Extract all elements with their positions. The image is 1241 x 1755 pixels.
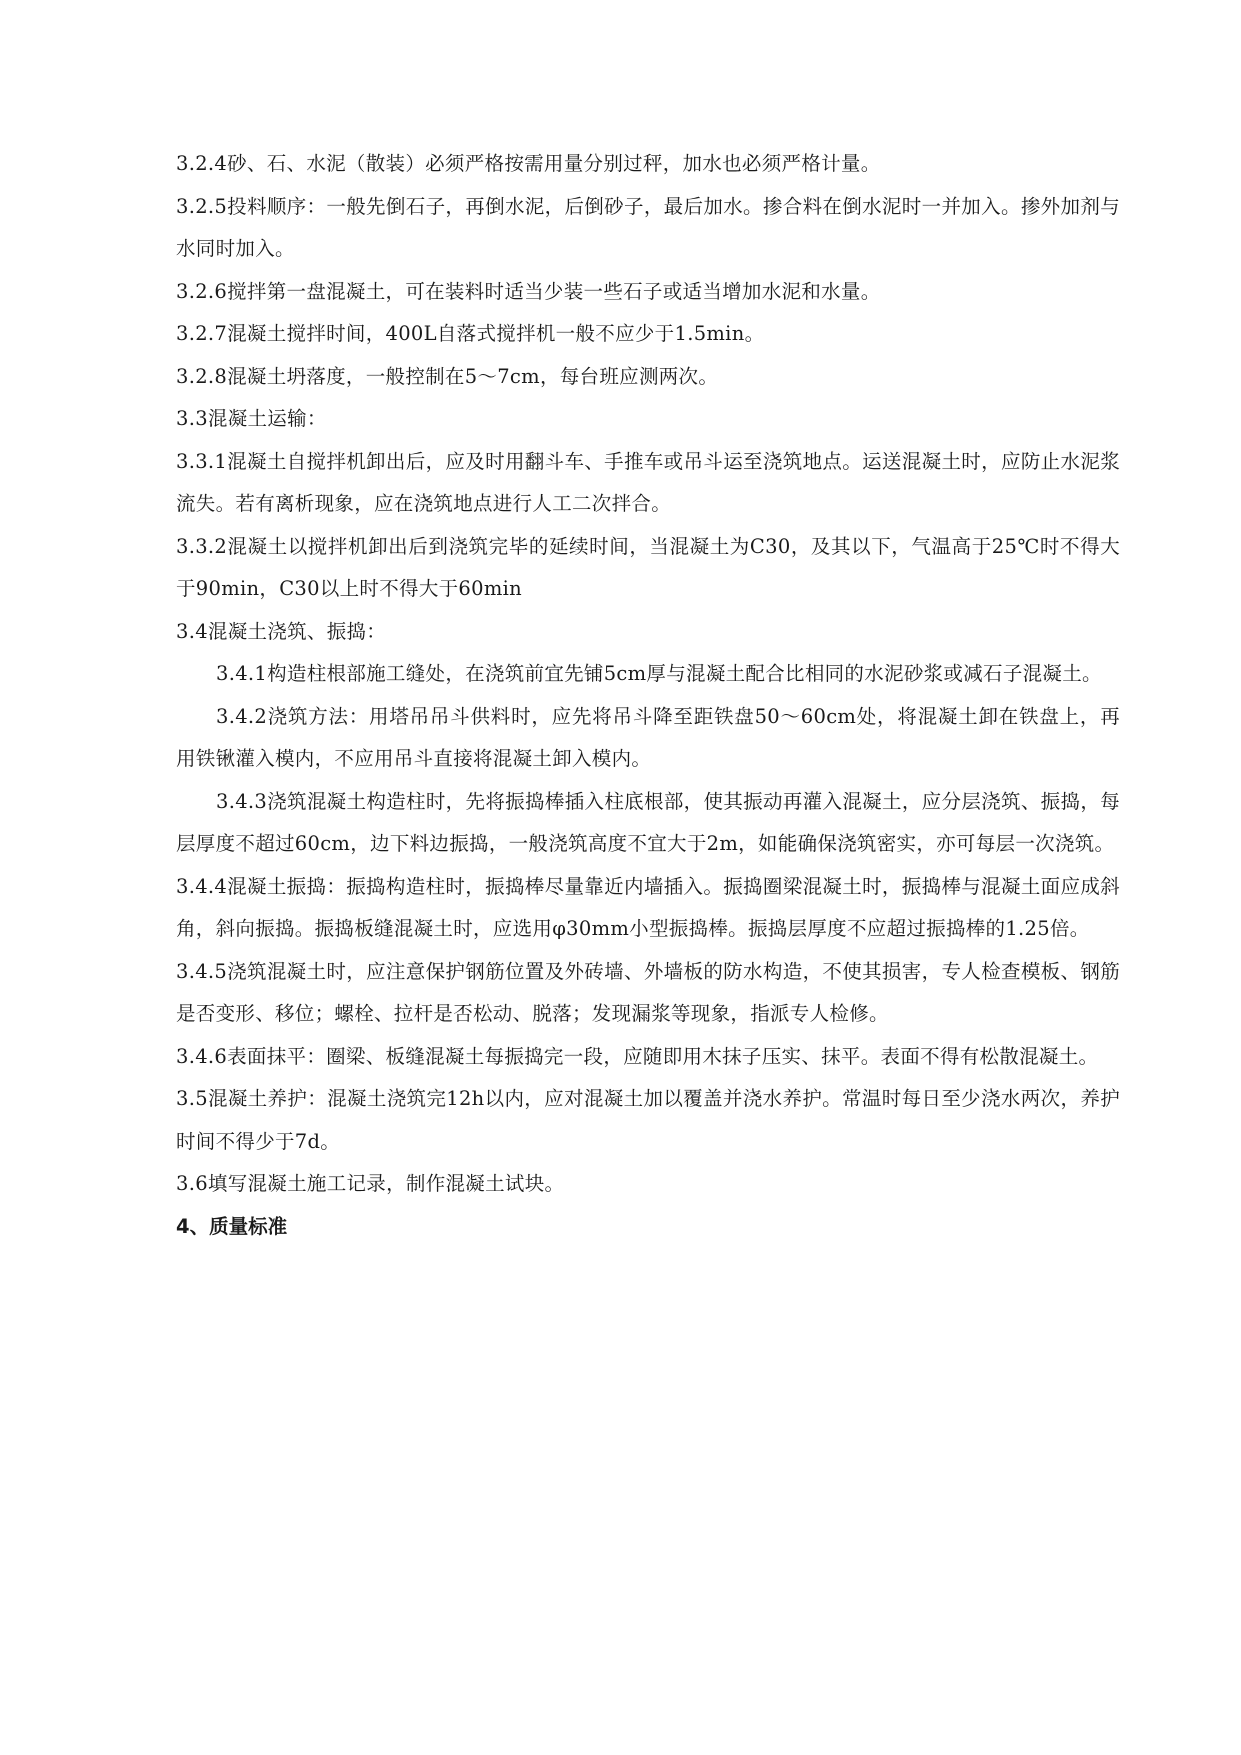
paragraph-3-4-1: 3.4.1构造柱根部施工缝处，在浇筑前宜先铺5cm厚与混凝土配合比相同的水泥砂浆或减石子混凝土。	[216, 662, 1102, 685]
paragraph-3-2-6: 3.2.6搅拌第一盘混凝土，可在装料时适当少装一些石子或适当增加水泥和水量。	[176, 279, 881, 303]
paragraph-3-2-8: 3.2.8混凝土坍落度，一般控制在5～7cm，每台班应测两次。	[176, 364, 719, 388]
document-body	[176, 143, 1120, 1248]
paragraph-3-3-1: 3.3.1混凝土自搅拌机卸出后，应及时用翻斗车、手推车或吊斗运至浇筑地点。运送混凝土时，应防止水泥浆流失。若有离析现象，应在浇筑地点进行人工二次拌合。	[176, 449, 1120, 515]
paragraph-3-2-4: 3.2.4砂、石、水泥（散装）必须严格按需用量分别过秤，加水也必须严格计量。	[176, 152, 881, 175]
paragraph-3-6: 3.6填写混凝土施工记录，制作混凝土试块。	[176, 1172, 565, 1195]
section-4-heading: 4、质量标准	[176, 1214, 288, 1238]
paragraph-3-4-3: 3.4.3浇筑混凝土构造柱时，先将振捣棒插入柱底根部，使其振动再灌入混凝土，应分层浇筑、振捣，每层厚度不超过60cm，边下料边振捣，一般浇筑高度不宜大于2m，如能确保浇筑密实，亦可每层一次浇筑。	[176, 789, 1120, 855]
paragraph-3-4-5: 3.4.5浇筑混凝土时，应注意保护钢筋位置及外砖墙、外墙板的防水构造，不使其损害，专人检查模板、钢筋是否变形、移位；螺栓、拉杆是否松动、脱落；发现漏浆等现象，指派专人检修。	[176, 959, 1120, 1025]
section-3-4-title: 3.4混凝土浇筑、振捣：	[176, 619, 387, 643]
paragraph-3-4-2: 3.4.2浇筑方法：用塔吊吊斗供料时，应先将吊斗降至距铁盘50～60cm处，将混凝土卸在铁盘上，再用铁锹灌入模内，不应用吊斗直接将混凝土卸入模内。	[176, 704, 1120, 770]
paragraph-3-4-6: 3.4.6表面抹平：圈梁、板缝混凝土每振捣完一段，应随即用木抹子压实、抹平。表面不得有松散混凝土。	[176, 1044, 1099, 1068]
paragraph-3-5: 3.5混凝土养护：混凝土浇筑完12h以内，应对混凝土加以覆盖并浇水养护。常温时每日至少浇水两次，养护时间不得少于7d。	[176, 1087, 1120, 1153]
paragraph-3-3-2: 3.3.2混凝土以搅拌机卸出后到浇筑完毕的延续时间，当混凝土为C30，及其以下，气温高于25℃时不得大于90min，C30以上时不得大于60min	[176, 534, 1120, 600]
paragraph-3-2-7: 3.2.7混凝土搅拌时间，400L自落式搅拌机一般不应少于1.5min。	[176, 322, 765, 345]
section-3-3-title: 3.3混凝土运输：	[176, 407, 327, 430]
paragraph-3-2-5: 3.2.5投料顺序：一般先倒石子，再倒水泥，后倒砂子，最后加水。掺合料在倒水泥时一并加入。掺外加剂与水同时加入。	[176, 194, 1120, 260]
paragraph-3-4-4: 3.4.4混凝土振捣：振捣构造柱时，振捣棒尽量靠近内墙插入。振捣圈梁混凝土时，振捣棒与混凝土面应成斜角，斜向振捣。振捣板缝混凝土时，应选用φ30mm小型振捣棒。振捣层厚度不应超过振捣棒的1.25倍。	[176, 874, 1120, 940]
